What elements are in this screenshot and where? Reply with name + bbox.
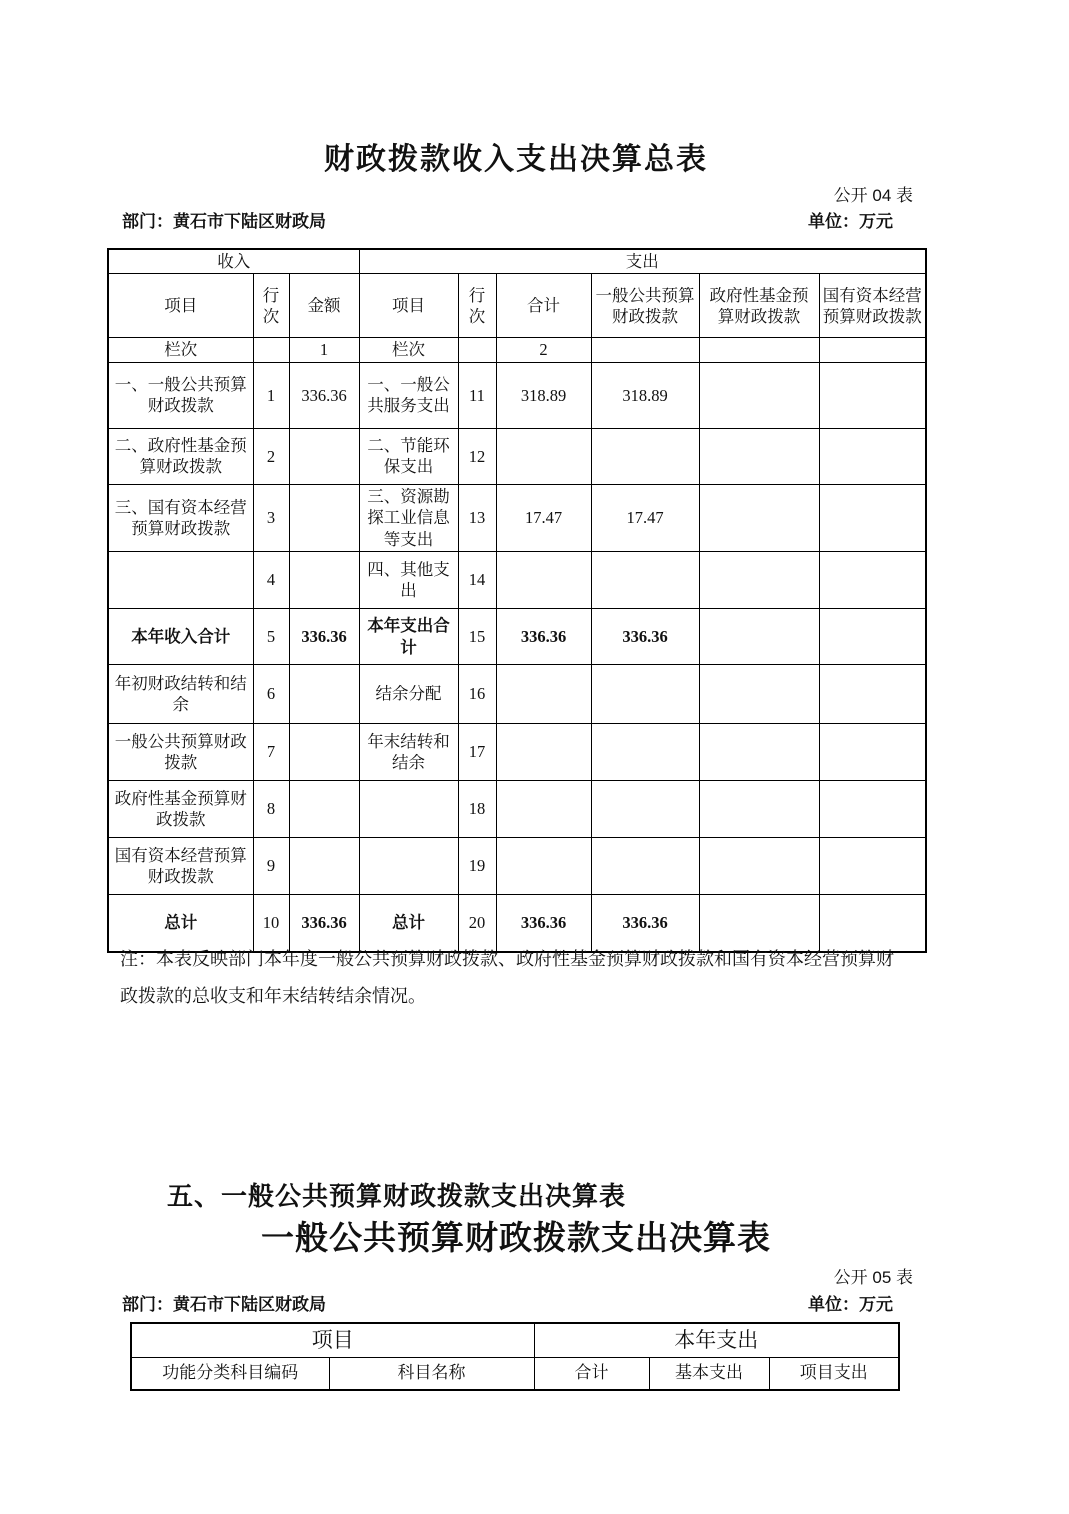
- cell: 20: [458, 895, 496, 953]
- cell: [108, 552, 253, 609]
- cell: 336.36: [496, 609, 591, 665]
- cell: 四、其他支出: [359, 552, 458, 609]
- cell: 19: [458, 838, 496, 895]
- cell: 3: [253, 484, 289, 551]
- fiscal-summary-table: [107, 248, 927, 953]
- header-cell: 行次: [253, 274, 289, 338]
- header-cell: 国有资本经营预算财政拨款: [819, 274, 926, 338]
- cell: 栏次: [359, 338, 458, 362]
- cell: [819, 484, 926, 551]
- table-row: [108, 484, 926, 551]
- expenditure-group-header: 支出: [359, 249, 926, 274]
- cell: [819, 781, 926, 838]
- header-cell: 科目名称: [329, 1358, 534, 1391]
- cell: [359, 838, 458, 895]
- cell: 本年支出合计: [359, 609, 458, 665]
- table-row: [108, 724, 926, 781]
- cell: [819, 724, 926, 781]
- cell: 政府性基金预算财政拨款: [108, 781, 253, 838]
- cell: 336.36: [496, 895, 591, 953]
- cell: 总计: [359, 895, 458, 953]
- cell: 17.47: [591, 484, 699, 551]
- cell: [289, 724, 359, 781]
- cell: 15: [458, 609, 496, 665]
- cell: 14: [458, 552, 496, 609]
- department-label: 部门：黄石市下陆区财政局: [122, 212, 326, 231]
- table-row: [108, 665, 926, 724]
- table-row: [108, 428, 926, 484]
- cell: [591, 665, 699, 724]
- header-cell: 项目支出: [769, 1358, 899, 1391]
- table-number-badge-04: 公开 04 表: [833, 186, 913, 205]
- cell: 5: [253, 609, 289, 665]
- cell: 一般公共预算财政拨款: [108, 724, 253, 781]
- cell: [819, 665, 926, 724]
- cell: [289, 665, 359, 724]
- table-row: [108, 781, 926, 838]
- cell: 16: [458, 665, 496, 724]
- cell: 318.89: [591, 362, 699, 428]
- cell: [289, 428, 359, 484]
- cell: 318.89: [496, 362, 591, 428]
- cell: [289, 838, 359, 895]
- cell: 栏次: [108, 338, 253, 362]
- cell: [591, 428, 699, 484]
- cell: [819, 609, 926, 665]
- cell: [289, 552, 359, 609]
- cell: [289, 484, 359, 551]
- header-cell: 功能分类科目编码: [131, 1358, 329, 1391]
- header-cell: 基本支出: [649, 1358, 769, 1391]
- report-title-04: 财政拨款收入支出决算总表: [324, 143, 708, 176]
- department-label: 部门：黄石市下陆区财政局: [122, 1295, 326, 1314]
- cell: 17.47: [496, 484, 591, 551]
- cell: 2: [496, 338, 591, 362]
- cell: 17: [458, 724, 496, 781]
- header-cell: 项目: [108, 274, 253, 338]
- table-footnote: 注：本表反映部门本年度一般公共预算财政拨款、政府性基金预算财政拨款和国有资本经营预算财政拨款的总收支和年末结转结余情况。: [120, 949, 894, 1006]
- table-row: [108, 838, 926, 895]
- cell: 12: [458, 428, 496, 484]
- cell: [591, 724, 699, 781]
- cell: [819, 338, 926, 362]
- meta-row-05: [122, 1290, 893, 1315]
- cell: 11: [458, 362, 496, 428]
- cell: 三、国有资本经营预算财政拨款: [108, 484, 253, 551]
- cell: [819, 838, 926, 895]
- cell: 4: [253, 552, 289, 609]
- cell: [699, 838, 819, 895]
- cell: [699, 609, 819, 665]
- cell: 结余分配: [359, 665, 458, 724]
- header-cell: 一般公共预算财政拨款: [591, 274, 699, 338]
- cell: 国有资本经营预算财政拨款: [108, 838, 253, 895]
- cell: [289, 781, 359, 838]
- cell: 1: [289, 338, 359, 362]
- cell: 年初财政结转和结余: [108, 665, 253, 724]
- cell: [819, 362, 926, 428]
- header-cell: 项目: [359, 274, 458, 338]
- cell: 年末结转和结余: [359, 724, 458, 781]
- cell: [359, 781, 458, 838]
- cell: [819, 428, 926, 484]
- table-row: [108, 362, 926, 428]
- income-group-header: 收入: [108, 249, 359, 274]
- table-column-header-row: [131, 1358, 899, 1391]
- cell: 一、一般公共预算财政拨款: [108, 362, 253, 428]
- report-title-05: 一般公共预算财政拨款支出决算表: [261, 1219, 771, 1256]
- cell: [699, 484, 819, 551]
- cell: [699, 665, 819, 724]
- current-year-expenditure-group-header: 本年支出: [534, 1323, 899, 1358]
- cell: 三、资源勘探工业信息等支出: [359, 484, 458, 551]
- cell: [496, 552, 591, 609]
- cell: 336.36: [591, 609, 699, 665]
- cell: [699, 781, 819, 838]
- header-cell: 政府性基金预算财政拨款: [699, 274, 819, 338]
- unit-label: 单位：万元: [808, 1295, 893, 1314]
- cell: [496, 781, 591, 838]
- cell: [591, 838, 699, 895]
- cell: 1: [253, 362, 289, 428]
- cell: [699, 362, 819, 428]
- cell: 336.36: [289, 895, 359, 953]
- header-cell: 合计: [534, 1358, 649, 1391]
- cell: 一、一般公共服务支出: [359, 362, 458, 428]
- cell: 6: [253, 665, 289, 724]
- cell: [496, 428, 591, 484]
- unit-label: 单位：万元: [808, 212, 893, 231]
- cell: [253, 338, 289, 362]
- cell: 13: [458, 484, 496, 551]
- cell: [699, 724, 819, 781]
- header-cell: 合计: [496, 274, 591, 338]
- cell: 18: [458, 781, 496, 838]
- header-cell: 金额: [289, 274, 359, 338]
- cell: [699, 338, 819, 362]
- cell: [496, 724, 591, 781]
- table-column-header-row: [108, 274, 926, 338]
- cell: 9: [253, 838, 289, 895]
- cell: 336.36: [289, 362, 359, 428]
- cell: [458, 338, 496, 362]
- cell: 2: [253, 428, 289, 484]
- cell: 二、节能环保支出: [359, 428, 458, 484]
- table-group-header-row: [108, 249, 926, 274]
- cell: 7: [253, 724, 289, 781]
- cell: [496, 838, 591, 895]
- cell: [591, 552, 699, 609]
- table-number-badge-05: 公开 05 表: [833, 1268, 913, 1287]
- cell: 336.36: [289, 609, 359, 665]
- expenditure-detail-table: [130, 1322, 900, 1391]
- header-cell: 行次: [458, 274, 496, 338]
- section-heading-05: 五、一般公共预算财政拨款支出决算表: [167, 1181, 627, 1211]
- cell: [699, 428, 819, 484]
- cell: [819, 552, 926, 609]
- cell: [591, 338, 699, 362]
- cell: [591, 781, 699, 838]
- cell: 本年收入合计: [108, 609, 253, 665]
- cell: [699, 552, 819, 609]
- table-row: [108, 338, 926, 362]
- table-row-subtotal: [108, 609, 926, 665]
- cell: 总计: [108, 895, 253, 953]
- cell: [496, 665, 591, 724]
- table-group-header-row: [131, 1323, 899, 1358]
- cell: 二、政府性基金预算财政拨款: [108, 428, 253, 484]
- cell: 10: [253, 895, 289, 953]
- meta-row-04: [122, 207, 893, 232]
- project-group-header: 项目: [131, 1323, 534, 1358]
- cell: 8: [253, 781, 289, 838]
- cell: 336.36: [591, 895, 699, 953]
- table-row: [108, 552, 926, 609]
